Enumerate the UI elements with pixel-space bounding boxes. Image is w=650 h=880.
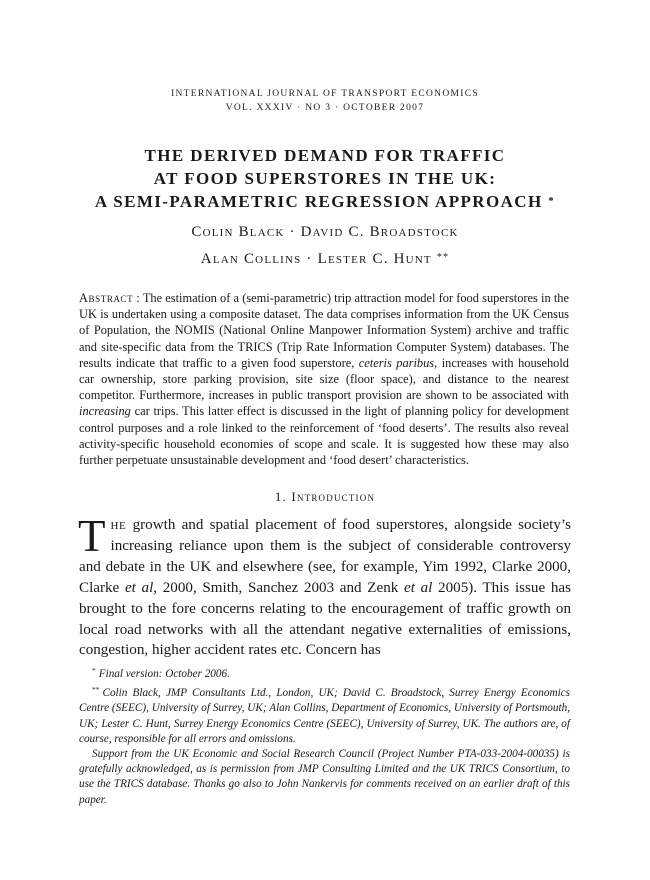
- footnote-2: [79, 682, 570, 747]
- authors-line-1: Colin Black · David C. Broadstock: [191, 224, 459, 240]
- intro-text-1: growth and spatial placement of food superstores, alongside society’s increasing reliance upon them is the subject of considerable controversy and debate in the UK and elsewhere (see, for example, Yim 1992, Clarke 2000, Clarke: [79, 517, 571, 596]
- footnote-2-mark: **: [92, 685, 100, 695]
- abstract-emphasis-1: ceteris paribus: [358, 355, 435, 370]
- abstract-text-2: , increases with household car ownership, store parking provision, site size (floor space), and distance to the nearest competitor. Furthermore, increases in public transport provision are shown to be associated with: [79, 355, 570, 403]
- drop-cap: T: [78, 511, 106, 561]
- authors-line-2-wrap: [0, 245, 650, 272]
- intro-text-2: , 2000, Smith, Sanchez 2003 and Zenk: [153, 579, 405, 596]
- authors-line-2: Alan Collins · Lester C. Hunt: [200, 251, 432, 267]
- title-line-3-text: A SEMI-PARAMETRIC REGRESSION APPROACH: [94, 192, 543, 211]
- abstract-emphasis-2: increasing: [79, 404, 131, 419]
- section-heading: 1. Introduction: [274, 489, 376, 504]
- article-title: [0, 145, 650, 214]
- intro-emphasis-2: et al: [404, 579, 433, 596]
- footnote-1: [79, 663, 570, 682]
- abstract-label: Abstract: [79, 291, 134, 305]
- footnote-1-mark: *: [92, 666, 96, 675]
- footnote-1-text: Final version: October 2006.: [98, 668, 230, 680]
- abstract-text-3: car trips. This latter effect is discussed in the light of planning policy for development control purposes and a role linked to the reinforcement of ‘food deserts’. The results also reveal activity-specific household economies of scope and scale. It is suggested how these may also further perpetuate unsustainable development and ‘food desert’ characteristics.: [79, 404, 569, 468]
- introduction-paragraph: [78, 511, 571, 661]
- intro-emphasis-1: et al: [124, 579, 154, 596]
- intro-text-3: 2005). This issue has brought to the fore concerns relating to the encouragement of traffic growth on local road networks with all the attendant negative externalities of emissions, congestion, higher accident rates etc. Concern has: [79, 579, 571, 659]
- abstract: [79, 290, 569, 468]
- title-footnote-mark: *: [548, 195, 556, 207]
- journal-name: INTERNATIONAL JOURNAL OF TRANSPORT ECONOMICS: [171, 89, 479, 99]
- abstract-text-1: The estimation of a (semi-parametric) trip attraction model for food superstores in the UK is undertaken using a composite dataset. The data comprises information from the UK Census of Population, the NOMIS (National Online Manpower Information System) archive and traffic and site-specific data from the TRICS (Trip Rate Information Computer System) databases. The results indicate that traffic to a given food superstore,: [79, 291, 569, 370]
- author-list: [0, 220, 650, 272]
- title-line-3: [0, 190, 650, 214]
- title-line-1: THE DERIVED DEMAND FOR TRAFFIC: [144, 146, 506, 165]
- authors-footnote-mark: **: [436, 252, 450, 263]
- intro-lead-word: he: [110, 517, 127, 533]
- footnote-3: Support from the UK Economic and Social Research Council (Project Number PTA-033-2004-00035) is gratefully acknowledged, as is permission from JMP Consulting Limited and the UK TRICS Consortium, to use the TRICS database. Thanks go also to John Nankervis for comments received on an earlier draft of this paper.: [79, 748, 570, 806]
- journal-issue: VOL. XXXIV · NO 3 · OCTOBER 2007: [225, 103, 425, 113]
- abstract-colon: :: [133, 291, 143, 305]
- footnote-2-text: Colin Black, JMP Consultants Ltd., London, UK; David C. Broadstock, Surrey Energy Economics Centre (SEEC), University of Surrey, UK; Alan Collins, Department of Economics, University of Portsmouth, UK; Lester C. Hunt, Surrey Energy Economics Centre (SEEC), University of Surrey, UK. The authors are, of course, responsible for all errors and omissions.: [79, 687, 570, 745]
- footnotes: [79, 663, 570, 808]
- title-line-2: AT FOOD SUPERSTORES IN THE UK:: [153, 168, 497, 188]
